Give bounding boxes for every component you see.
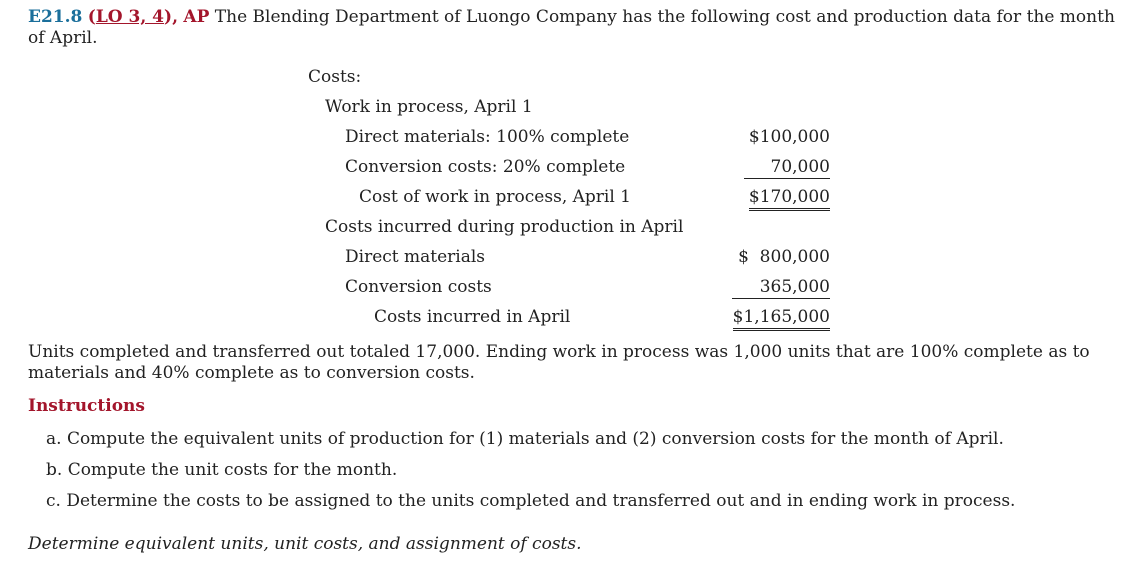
incurred-dm-label: Direct materials [345, 247, 486, 267]
lo-sep: , [172, 7, 178, 27]
incurred-total-label: Costs incurred in April [374, 307, 571, 327]
costs-heading: Costs: [308, 67, 362, 87]
exercise-intro [28, 7, 1118, 49]
wip-cc-label: Conversion costs: 20% complete [345, 157, 626, 177]
lo-close: ) [164, 7, 173, 27]
exercise-text: The Blending Department of Luongo Company has the following cost and production data for the month of April. [28, 7, 1115, 48]
production-paragraph: Units completed and transferred out totaled 17,000. Ending work in process was 1,000 units that are 100% complete as to materials and 40% complete as to conversion costs. [28, 342, 1090, 383]
instruction-item-b: b. Compute the unit costs for the month. [46, 460, 398, 480]
instruction-item-a: a. Compute the equivalent units of production for (1) materials and (2) conversion costs for the month of April. [46, 429, 1004, 449]
wip-total-value: $170,000 [749, 186, 830, 211]
instruction-item-c: c. Determine the costs to be assigned to the units completed and transferred out and in ending work in process. [46, 491, 1016, 511]
incurred-cc-label: Conversion costs [345, 277, 492, 297]
wip-label: Work in process, April 1 [325, 97, 533, 117]
incurred-total-value: $1,165,000 [733, 306, 830, 331]
instructions-heading: Instructions [28, 396, 145, 416]
exercise-number: E21.8 [28, 7, 83, 27]
lo-open: ( [87, 7, 96, 27]
wip-total-label: Cost of work in process, April 1 [359, 187, 631, 207]
incurred-cc-value: 365,000 [732, 276, 830, 299]
incurred-label: Costs incurred during production in April [325, 217, 684, 237]
incurred-dm-value: $ 800,000 [738, 247, 830, 267]
wip-dm-value: $100,000 [748, 127, 830, 147]
wip-dm-label: Direct materials: 100% complete [345, 127, 630, 147]
wip-cc-value: 70,000 [744, 156, 830, 179]
task-summary: Determine equivalent units, unit costs, and assignment of costs. [28, 534, 582, 554]
ap-tag: AP [183, 7, 210, 27]
learning-objective-link[interactable]: LO 3, 4 [95, 7, 165, 27]
